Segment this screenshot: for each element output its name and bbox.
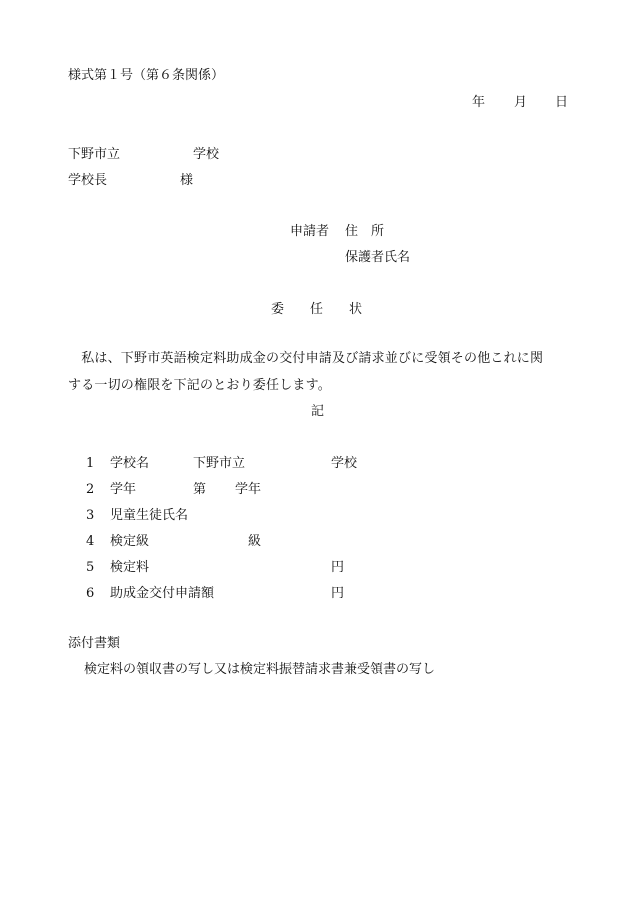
item-6-number: 6 (86, 586, 95, 601)
date-month-label: 月 (514, 95, 528, 110)
document-title: 委 任 状 (271, 302, 363, 317)
item-4-suffix: 級 (248, 534, 262, 549)
applicant-label: 申請者 (290, 224, 330, 239)
applicant-address-label: 住 所 (345, 224, 385, 239)
body-line-2: する一切の権限を下記のとおり委任します。 (68, 378, 331, 393)
item-6-label: 助成金交付申請額 (110, 586, 215, 601)
form-number: 様式第１号（第６条関係） (68, 68, 225, 83)
addressee-honorific: 様 (180, 173, 194, 188)
attachments-text: 検定料の領収書の写し又は検定料振替請求書兼受領書の写し (84, 662, 436, 677)
addressee-city: 下野市立 (68, 147, 121, 162)
item-1-number: 1 (86, 456, 95, 471)
item-2-suffix: 学年 (235, 482, 262, 497)
date-year-label: 年 (472, 95, 486, 110)
item-2-label: 学年 (110, 482, 137, 497)
item-5-label: 検定料 (110, 560, 150, 575)
item-5-yen: 円 (331, 560, 345, 575)
item-2-number: 2 (86, 482, 95, 497)
item-5-number: 5 (86, 560, 95, 575)
item-1-city: 下野市立 (193, 456, 246, 471)
item-3-number: 3 (86, 508, 95, 523)
addressee-school-suffix: 学校 (193, 147, 220, 162)
attachments-heading: 添付書類 (68, 636, 121, 651)
item-2-prefix: 第 (193, 482, 207, 497)
item-1-label: 学校名 (110, 456, 150, 471)
item-4-number: 4 (86, 534, 95, 549)
date-day-label: 日 (555, 95, 569, 110)
addressee-principal: 学校長 (68, 173, 108, 188)
item-6-yen: 円 (331, 586, 345, 601)
item-1-school-suffix: 学校 (331, 456, 358, 471)
item-3-label: 児童生徒氏名 (110, 508, 189, 523)
ki-heading: 記 (311, 404, 325, 419)
item-4-label: 検定級 (110, 534, 150, 549)
applicant-guardian-name-label: 保護者氏名 (345, 250, 411, 265)
body-line-1: 私は、下野市英語検定料助成金の交付申請及び請求並びに受領その他これに関 (68, 351, 544, 366)
